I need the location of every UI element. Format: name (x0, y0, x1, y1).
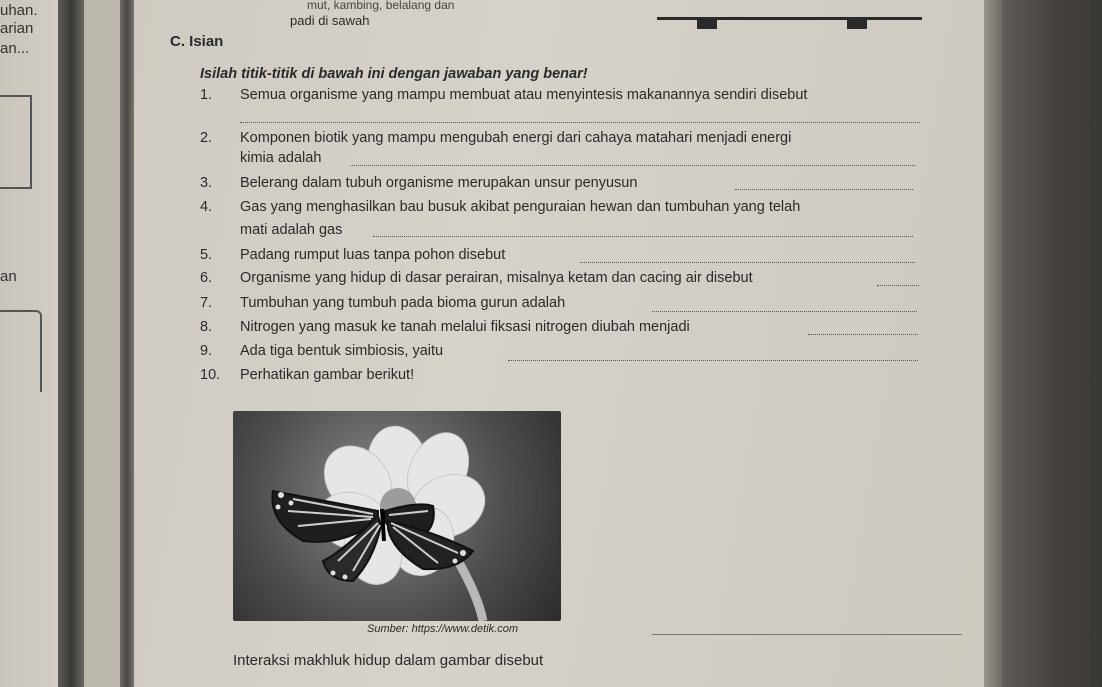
question-text: kimia adalah (240, 150, 322, 166)
question-number: 8. (200, 319, 213, 335)
section-title: C. Isian (170, 33, 224, 50)
answer-blank[interactable] (877, 285, 919, 286)
page-right-edge (984, 0, 1102, 687)
answer-blank[interactable] (735, 189, 913, 190)
header-text: mut, kambing, belalang dan (307, 0, 455, 12)
question-text: Semua organisme yang mampu membuat atau menyintesis makanannya sendiri disebut (240, 87, 808, 103)
left-page-text: an... (0, 40, 30, 57)
butterfly-flower-photo (233, 411, 561, 621)
page-gutter (120, 0, 134, 687)
question-number: 4. (200, 199, 213, 215)
question-number: 7. (200, 295, 213, 311)
answer-blank[interactable] (652, 311, 917, 312)
answer-blank[interactable] (652, 634, 962, 635)
photo-credit: Sumber: https://www.detik.com (367, 623, 518, 635)
question-number: 10. (200, 367, 221, 383)
question-text: Gas yang menghasilkan bau busuk akibat penguraian hewan dan tumbuhan yang telah (240, 199, 801, 215)
question-text: mati adalah gas (240, 222, 343, 238)
header-text: padi di sawah (290, 13, 370, 28)
page-gutter (58, 0, 84, 687)
top-table-border (657, 3, 922, 20)
answer-blank[interactable] (508, 360, 918, 361)
question-text: Perhatikan gambar berikut! (240, 367, 415, 383)
left-page-text: arian (0, 20, 34, 37)
question-text: Organisme yang hidup di dasar perairan, misalnya ketam dan cacing air disebut (240, 270, 753, 286)
question-number: 2. (200, 130, 213, 146)
question-number: 9. (200, 343, 213, 359)
answer-blank[interactable] (373, 236, 913, 237)
left-page-frame (0, 95, 32, 189)
question-text: Interaksi makhluk hidup dalam gambar disebut (233, 652, 544, 669)
question-text: Ada tiga bentuk simbiosis, yaitu (240, 343, 444, 359)
section-instruction: Isilah titik-titik di bawah ini dengan jawaban yang benar! (200, 66, 588, 82)
answer-blank[interactable] (808, 334, 918, 335)
question-number: 6. (200, 270, 213, 286)
left-page-frame (0, 310, 42, 392)
answer-blank[interactable] (350, 165, 915, 166)
question-text: Nitrogen yang masuk ke tanah melalui fiksasi nitrogen diubah menjadi (240, 319, 690, 335)
question-number: 5. (200, 247, 213, 263)
answer-blank[interactable] (580, 262, 915, 263)
answer-blank[interactable] (240, 122, 920, 123)
question-text: Belerang dalam tubuh organisme merupakan unsur penyusun (240, 175, 638, 191)
question-number: 1. (200, 87, 213, 103)
question-text: Komponen biotik yang mampu mengubah energi dari cahaya matahari menjadi energi (240, 130, 792, 146)
question-text: Padang rumput luas tanpa pohon disebut (240, 247, 506, 263)
question-text: Tumbuhan yang tumbuh pada bioma gurun adalah (240, 295, 566, 311)
left-page-text: uhan. (0, 2, 38, 19)
left-page-text: an (0, 268, 17, 285)
question-number: 3. (200, 175, 213, 191)
